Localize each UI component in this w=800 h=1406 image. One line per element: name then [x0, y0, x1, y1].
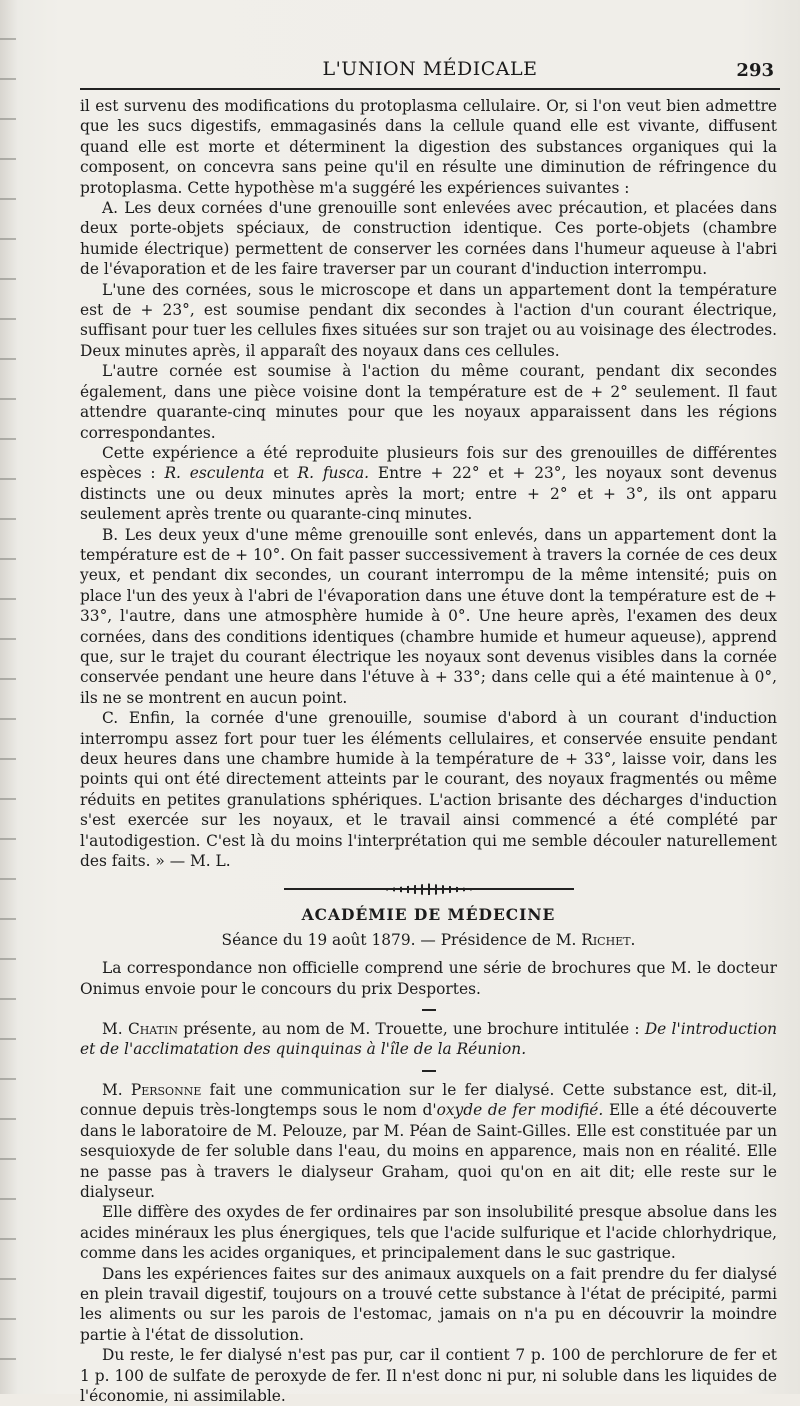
separator-dash: [422, 1070, 436, 1072]
paragraph-insolubility: Elle diffère des oxydes de fer ordinaires par son insolubilité presque absolue dans les acides minéraux les plus énergiques, tels que l'acide sulfurique et l'acide chlorhydrique, comme dans les acides organiques, et principalement dans le suc gastrique.: [80, 1203, 777, 1263]
personne-prefix: M.: [102, 1080, 131, 1099]
session-date: Séance du 19 août 1879. — Présidence de M.: [221, 930, 582, 949]
species-text-a: Cette expérience a été reproduite plusieurs fois sur des grenouilles de différentes espèces :: [80, 443, 777, 483]
paragraph-personne: [80, 1080, 777, 1202]
chatin-text: présente, au nom de M. Trouette, une brochure intitulée :: [177, 1020, 645, 1039]
paragraph-experiment-a: [80, 198, 777, 280]
label-c: C.: [102, 709, 119, 728]
chatin-name: Chatin: [127, 1020, 178, 1039]
paragraph-experiment-c: [80, 708, 777, 871]
section-title: ACADÉMIE DE MÉDECINE: [301, 905, 556, 925]
paragraph-first-cornea: L'une des cornées, sous le microscope et dans un appartement dont la température est de + 23°, est soumise pendant dix secondes à l'action d'un courant électrique, suffisant pour tuer les cellules fixes situées sur son trajet ou au voisinage des électrodes. Deux minutes après, il apparaît des noyaux dans ces cellules.: [80, 280, 777, 360]
species-fusca: R. fusca.: [297, 464, 370, 483]
binding-edge: [0, 0, 16, 1394]
species-text-b: et: [264, 464, 298, 483]
journal-title: L'UNION MÉDICALE: [322, 58, 538, 80]
personne-name: Personne: [130, 1080, 202, 1099]
paragraph-intro: il est survenu des modifications du protoplasma cellulaire. Or, si l'on veut bien admettre que les sucs digestifs, emmagasinés dans la cellule quand elle est vivante, diffusent quand elle est morte et déterminent la digestion des substances organiques qui la composent, on concevra sans peine qu'il en résulte une diminution de réfringence du protoplasma. Cette hypothèse m'a suggéré les expériences suivantes :: [80, 97, 777, 197]
species-esculenta: R. esculenta: [164, 464, 265, 483]
session-line: [80, 930, 777, 950]
separator-dash: [422, 1009, 436, 1011]
running-head: [80, 50, 780, 90]
paragraph-experiments-animals: Dans les expériences faites sur des animaux auxquels on a fait prendre du fer dialysé en plein travail digestif, toujours on a trouvé cette substance à l'état de précipité, parmi les aliments ou sur les parois de l'estomac, jamais on n'a pu en découvrir la moindre partie à l'état de dissolution.: [80, 1264, 777, 1344]
paragraph-experiment-b: [80, 525, 777, 709]
experiment-a-text: Les deux cornées d'une grenouille sont enlevées avec précaution, et placées dans deux porte-objets spéciaux, de construction identique. Ces porte-objets (chambre humide électrique) permettent de conserver les cornées dans l'humeur aqueuse à l'abri de l'évaporation et de les faire traverser par un courant d'induction interrompu.: [80, 199, 777, 279]
header-rule: [80, 88, 780, 90]
personne-text-b: Elle a été découverte dans le laboratoire de M. Pelouze, par M. Péan de Saint-Gilles. Elle est constituée par un sesquioxyde de fer soluble dans l'eau, du moins en apparence, mais non en réalité. Elle ne passe pas à travers le dialyseur Graham, quoi qu'on en ait dit; elle reste sur le dialyseur.: [80, 1101, 777, 1201]
paragraph-chatin: [80, 1019, 777, 1060]
paragraph-correspondence: La correspondance non officielle comprend une série de brochures que M. le docteur Onimus envoie pour le concours du prix Desportes.: [80, 959, 777, 998]
session-president: Richet.: [581, 930, 636, 949]
paragraph-composition: Du reste, le fer dialysé n'est pas pur, car il contient 7 p. 100 de perchlorure de fer et 1 p. 100 de sulfate de peroxyde de fer. Il n'est donc ni pur, ni soluble dans les liquides de l'économie, ni assimilable.: [80, 1346, 777, 1405]
term-oxyde: oxyde de fer modifié.: [436, 1101, 604, 1120]
species-text-c: Entre + 22° et + 23°, les noyaux sont devenus distincts une ou deux minutes après la mort; entre + 2° et + 3°, ils ont apparu seulement après trente ou quarante-cinq minutes.: [80, 464, 777, 524]
personne-text-a: fait une communication sur le fer dialysé. Cette substance est, dit-il, connue depuis très-longtemps sous le nom d': [80, 1080, 777, 1120]
article-body: [80, 96, 777, 1406]
experiment-b-text: Les deux yeux d'une même grenouille sont enlevés, dans un appartement dont la température est de + 10°. On fait passer successivement à travers la cornée de ces deux yeux, et pendant dix secondes, un courant interrompu de la même intensité; puis on place l'un des yeux à l'abri de l'évaporation dans une étuve dont la température est de + 33°, l'autre, dans une atmosphère humide à 0°. Une heure après, l'examen des deux cornées, dans des conditions identiques (chambre humide et humeur aqueuse), apprend que, sur le trajet du courant électrique les noyaux sont devenus visibles dans la cornée conservée pendant une heure dans l'étuve à + 33°; dans celle qui a été maintenue à 0°, ils ne se montrent en aucun point.: [80, 525, 777, 707]
page-number: 293: [736, 60, 774, 81]
paragraph-second-cornea: L'autre cornée est soumise à l'action du même courant, pendant dix secondes également, dans une pièce voisine dont la température est de + 2° seulement. Il faut attendre quarante-cinq minutes pour que les noyaux apparaissent dans les régions correspondantes.: [80, 362, 777, 442]
paragraph-species: [80, 443, 777, 525]
brochure-title: De l'introduction et de l'acclimatation des quinquinas à l'île de la Réunion.: [80, 1020, 778, 1059]
experiment-c-text: Enfin, la cornée d'une grenouille, soumise d'abord à un courant d'induction interrompu assez fort pour tuer les éléments cellulaires, et conservée ensuite pendant deux heures dans une chambre humide à la température de + 33°, laisse voir, dans les points qui ont été directement atteints par le courant, des noyaux fragmentés ou même réduits en petites granulations sphériques. L'action brisante des décharges d'induction s'est exercée sur les noyaux, et le travail ainsi commencé a été complété par l'autodigestion. C'est là du moins l'interprétation qui me semble découler naturellement des faits. » — M. L.: [80, 709, 777, 871]
label-a: A.: [102, 199, 119, 218]
section-divider: [284, 883, 574, 895]
chatin-prefix: M.: [102, 1020, 128, 1039]
label-b: B.: [102, 525, 119, 544]
divider-ornament: [379, 883, 479, 895]
